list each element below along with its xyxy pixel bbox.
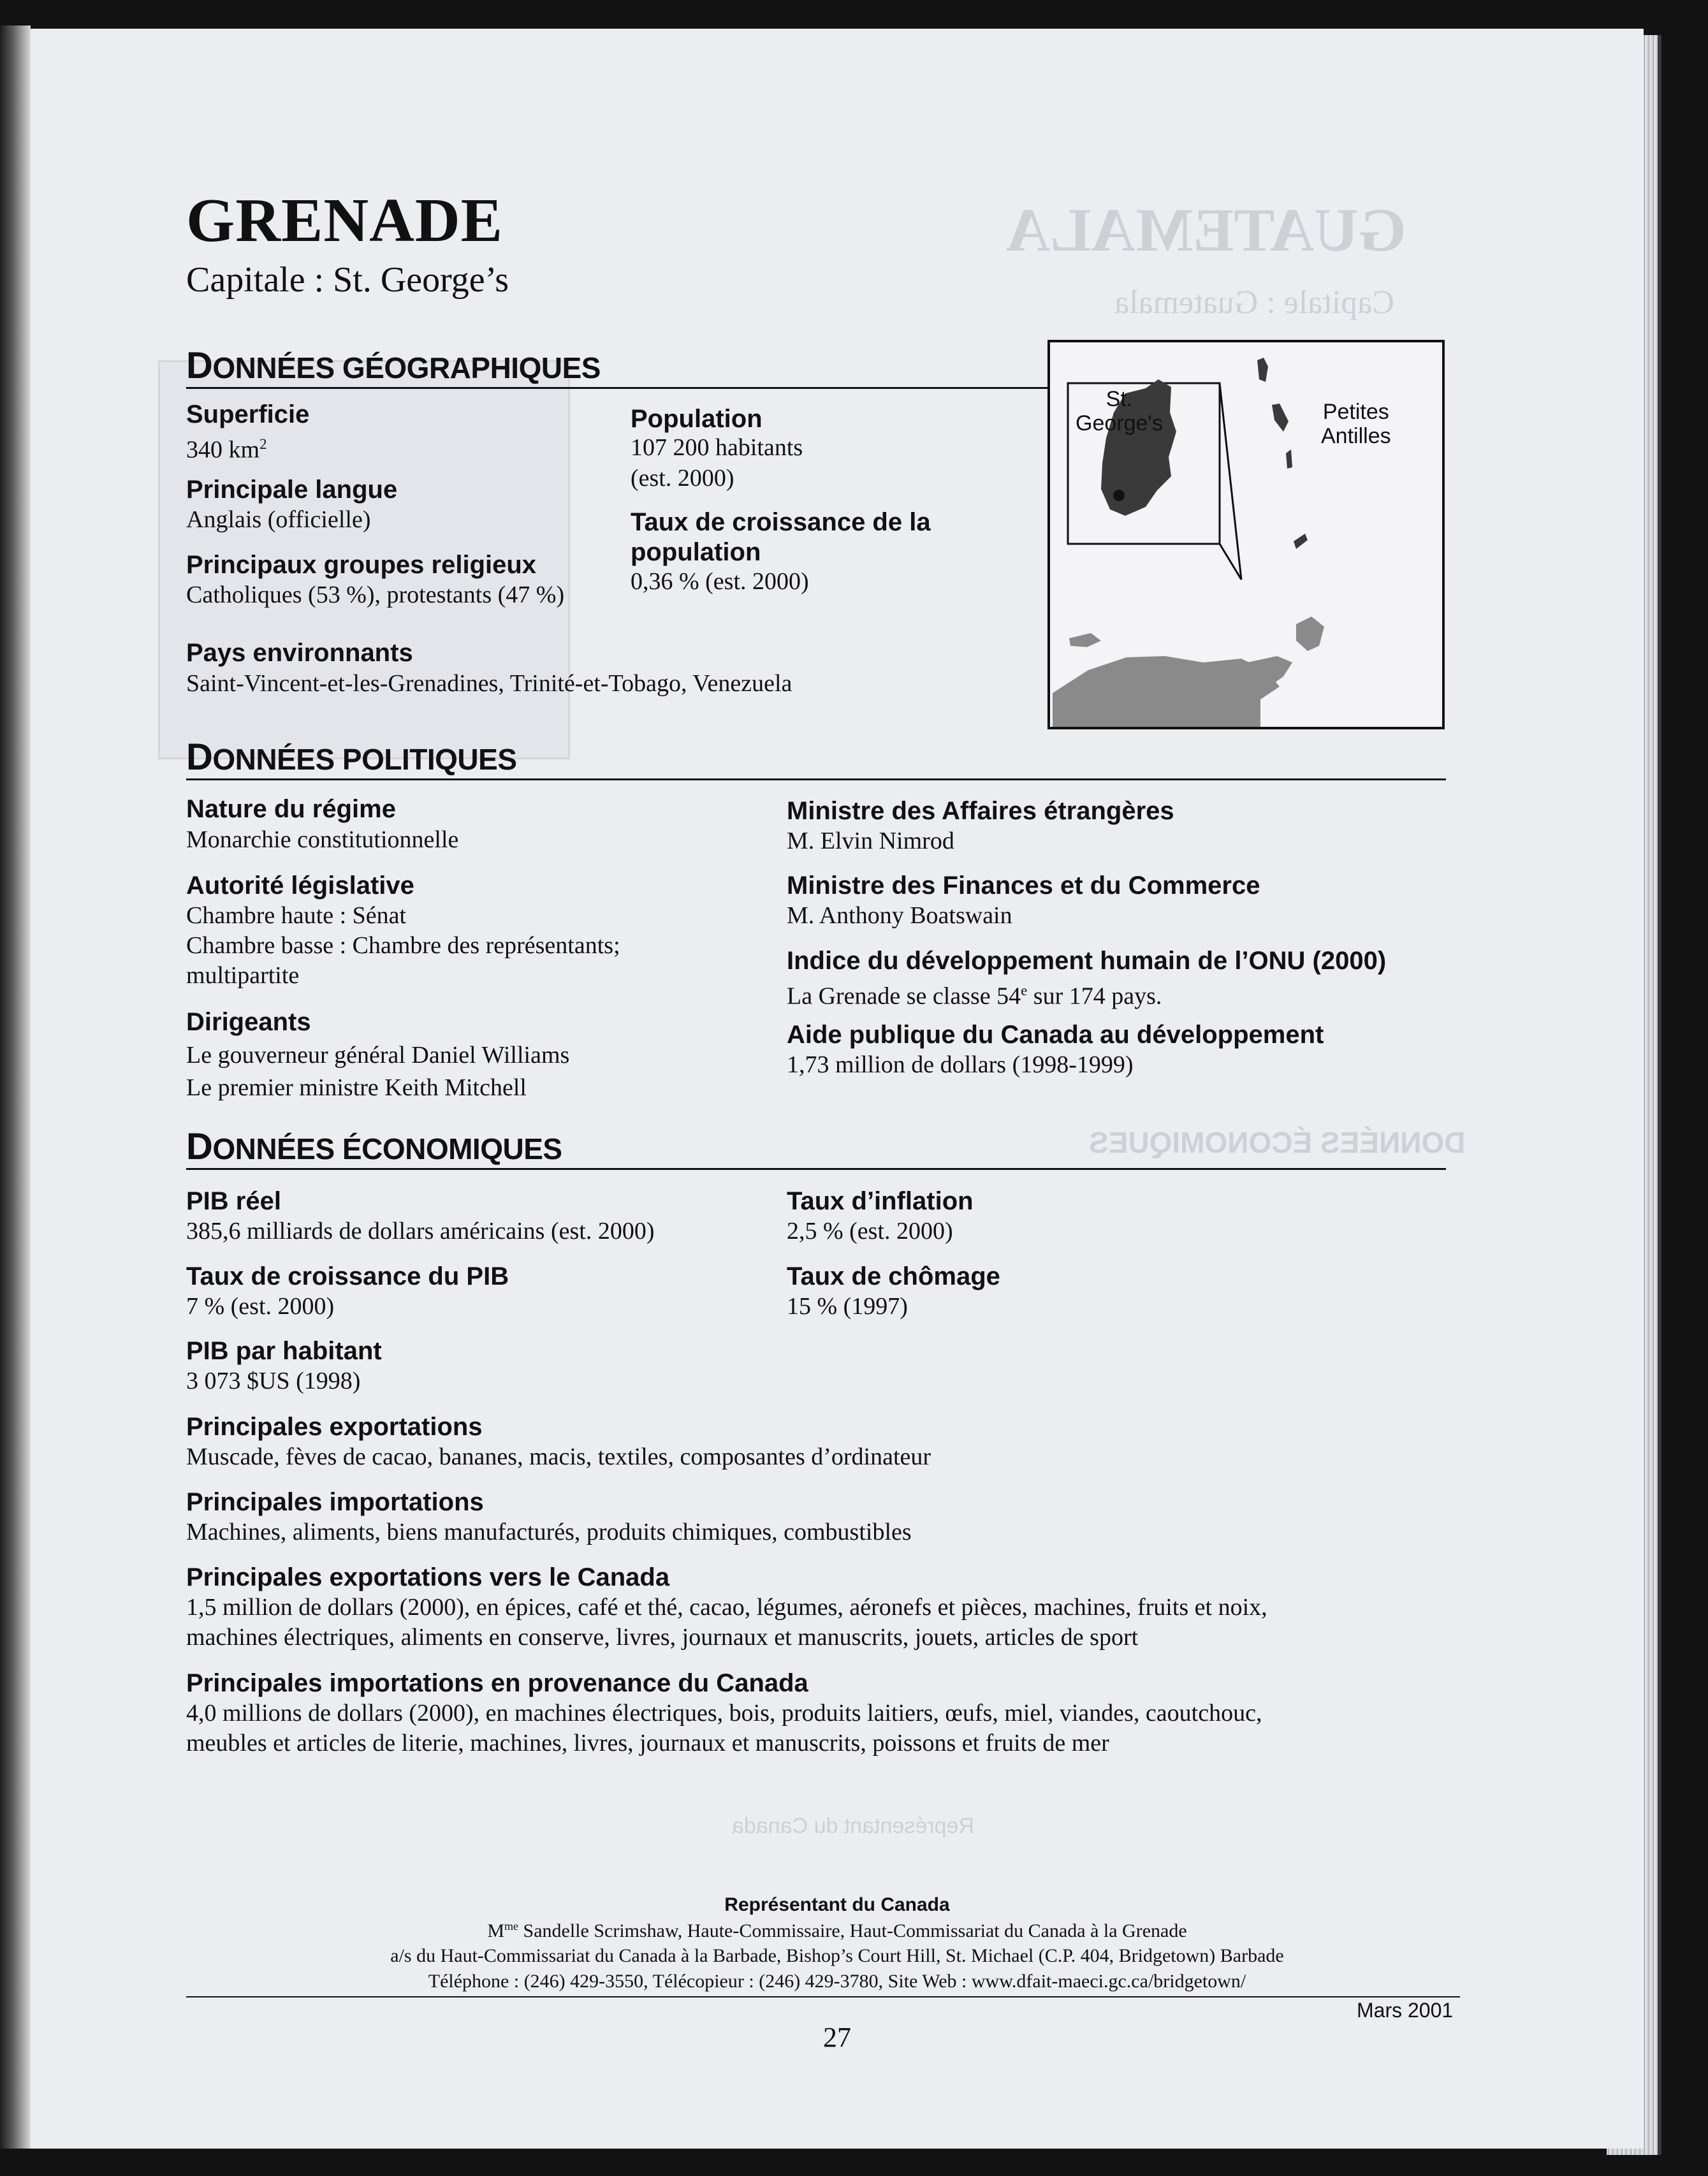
leaders-label: Dirigeants [186, 1008, 311, 1036]
section-title-economic [186, 1125, 562, 1168]
imports-canada-value-1: 4,0 millions de dollars (2000), en machines électriques, bois, produits laitiers, œufs, miel, viandes, caoutchouc, [186, 1700, 1262, 1727]
representative-contact: Téléphone : (246) 429-3550, Télécopieur : (246) 429-3780, Site Web : www.dfait-maeci.gc.ca/bridgetown/ [428, 1971, 1246, 1992]
legislature-value-3: multipartite [186, 962, 300, 989]
unemployment-value: 15 % (1997) [787, 1293, 908, 1320]
rep-honorific-sup: me [504, 1920, 519, 1932]
gdp-per-capita-value: 3 073 $US (1998) [186, 1368, 361, 1394]
population-label: Population [631, 405, 763, 433]
imports-value: Machines, aliments, biens manufacturés, produits chimiques, combustibles [186, 1519, 912, 1545]
map-label-region [1321, 400, 1391, 448]
island-small [1286, 449, 1292, 469]
gdp-per-capita-label: PIB par habitant [186, 1337, 382, 1365]
hdi-label: Indice du développement humain de l’ONU (2000) [787, 947, 1387, 975]
neighbors-value: Saint-Vincent-et-les-Grenadines, Trinité-et-Tobago, Venezuela [186, 670, 792, 697]
language-label: Principale langue [186, 476, 398, 504]
island-tobago [1296, 617, 1324, 651]
representative-address: a/s du Haut-Commissariat du Canada à la Barbade, Bishop’s Court Hill, St. Michael (C.P. 404, Bridgetown) Barbade [390, 1945, 1284, 1966]
country-title: GRENADE [186, 186, 504, 255]
section-initial: D [186, 345, 213, 386]
population-estimate: (est. 2000) [631, 465, 734, 492]
section-title-rest: ONNÉES POLITIQUES [212, 743, 517, 776]
gdp-label: PIB réel [186, 1187, 281, 1215]
hdi-value [787, 975, 1162, 1012]
rep-name-text: Sandelle Scrimshaw, Haute-Commissaire, Haut-Commissariat du Canada à la Grenade [518, 1920, 1187, 1941]
foreign-minister-label: Ministre des Affaires étrangères [787, 797, 1174, 825]
hdi-value-text: La Grenade se classe 54 [787, 982, 1021, 1010]
growth-value: 0,36 % (est. 2000) [631, 568, 809, 595]
inflation-label: Taux d’inflation [787, 1187, 974, 1215]
legislature-label: Autorité législative [186, 872, 414, 900]
area-value [186, 429, 266, 465]
gdp-value: 385,6 milliards de dollars américains (est. 2000) [186, 1218, 655, 1245]
show-through-decoration: DONNÉES ÉCONOMIQUES [1089, 1126, 1466, 1159]
language-value: Anglais (officielle) [186, 506, 371, 533]
growth-label-cont: population [631, 538, 761, 566]
map-label-capital-line1: St. [1106, 387, 1133, 411]
section-rule [186, 778, 1446, 780]
growth-label: Taux de croissance de la [631, 508, 931, 536]
aid-label: Aide publique du Canada au développement [787, 1021, 1324, 1049]
footer-rule [186, 1996, 1460, 1997]
hdi-value-rest: sur 174 pays. [1027, 982, 1162, 1010]
exports-canada-label: Principales exportations vers le Canada [186, 1563, 670, 1591]
capital-dot [1113, 490, 1125, 501]
section-title-political [186, 736, 517, 778]
imports-label: Principales importations [186, 1488, 484, 1516]
island-grenadines [1294, 534, 1308, 549]
island-west [1069, 633, 1101, 647]
section-rule [186, 1168, 1446, 1170]
imports-canada-value-2: meubles et articles de literie, machines, livres, journaux et manuscrits, poissons et fruits de mer [186, 1730, 1109, 1756]
show-through-decoration: GUATEMALA [1006, 196, 1406, 264]
section-initial: D [186, 736, 213, 778]
page-number: 27 [823, 2022, 851, 2053]
foreign-minister-value: M. Elvin Nimrod [787, 828, 954, 854]
representative-title: Représentant du Canada [724, 1894, 950, 1915]
area-superscript: 2 [259, 436, 267, 452]
legislature-value-2: Chambre basse : Chambre des représentants; [186, 932, 620, 959]
regime-label: Nature du régime [186, 795, 396, 823]
representative-name [31, 1920, 1644, 1942]
map-label-capital-line2: George's [1076, 411, 1163, 435]
religion-value: Catholiques (53 %), protestants (47 %) [186, 581, 565, 608]
inflation-value: 2,5 % (est. 2000) [787, 1218, 953, 1245]
aid-value: 1,73 million de dollars (1998-1999) [787, 1051, 1134, 1078]
regime-value: Monarchie constitutionnelle [186, 826, 459, 853]
map-label-capital [1076, 387, 1163, 435]
exports-canada-value-1: 1,5 million de dollars (2000), en épices, café et thé, cacao, légumes, aéronefs et pièces, machines, fruits et noix, [186, 1594, 1267, 1621]
facing-page-edge [0, 26, 31, 2149]
section-title-rest: ONNÉES GÉOGRAPHIQUES [212, 351, 601, 384]
area-number: 340 km [186, 436, 260, 464]
section-rule [186, 387, 1048, 389]
exports-value: Muscade, fèves de cacao, bananes, macis, textiles, composantes d’ordinateur [186, 1443, 931, 1470]
island-vincent [1272, 404, 1288, 432]
capital-subtitle: Capitale : St. George’s [186, 260, 509, 300]
inset-pointer [1220, 383, 1241, 580]
finance-minister-label: Ministre des Finances et du Commerce [787, 872, 1260, 900]
map-label-region-line2: Antilles [1321, 424, 1391, 448]
legislature-value-1: Chambre haute : Sénat [186, 902, 407, 929]
show-through-decoration: Représentant du Canada [732, 1814, 974, 1838]
religion-label: Principaux groupes religieux [186, 551, 537, 579]
document-page [31, 29, 1644, 2149]
show-through-decoration: Capitale : Guatemala [1114, 284, 1394, 321]
neighbors-label: Pays environnants [186, 639, 413, 667]
gdp-growth-label: Taux de croissance du PIB [186, 1262, 509, 1290]
exports-canada-value-2: machines électriques, aliments en conserve, livres, journaux et manuscrits, jouets, articles de sport [186, 1624, 1139, 1651]
gdp-growth-value: 7 % (est. 2000) [186, 1293, 335, 1320]
imports-canada-label: Principales importations en provenance du Canada [186, 1669, 808, 1697]
population-value: 107 200 habitants [631, 434, 803, 461]
leaders-value-1: Le gouverneur général Daniel Williams [186, 1042, 570, 1069]
footer-date: Mars 2001 [1357, 1999, 1454, 2022]
island-north [1257, 358, 1268, 382]
map-label-region-line1: Petites [1322, 400, 1389, 424]
hdi-superscript: e [1021, 982, 1028, 998]
section-initial: D [186, 1126, 213, 1167]
leaders-value-2: Le premier ministre Keith Mitchell [186, 1074, 527, 1101]
finance-minister-value: M. Anthony Boatswain [787, 902, 1012, 929]
location-map [1047, 340, 1445, 729]
section-title-rest: ONNÉES ÉCONOMIQUES [212, 1132, 562, 1165]
area-label: Superficie [186, 400, 310, 428]
exports-label: Principales exportations [186, 1413, 483, 1441]
rep-honorific: M [487, 1920, 505, 1941]
section-title-geographic [186, 344, 601, 387]
unemployment-label: Taux de chômage [787, 1262, 1000, 1290]
